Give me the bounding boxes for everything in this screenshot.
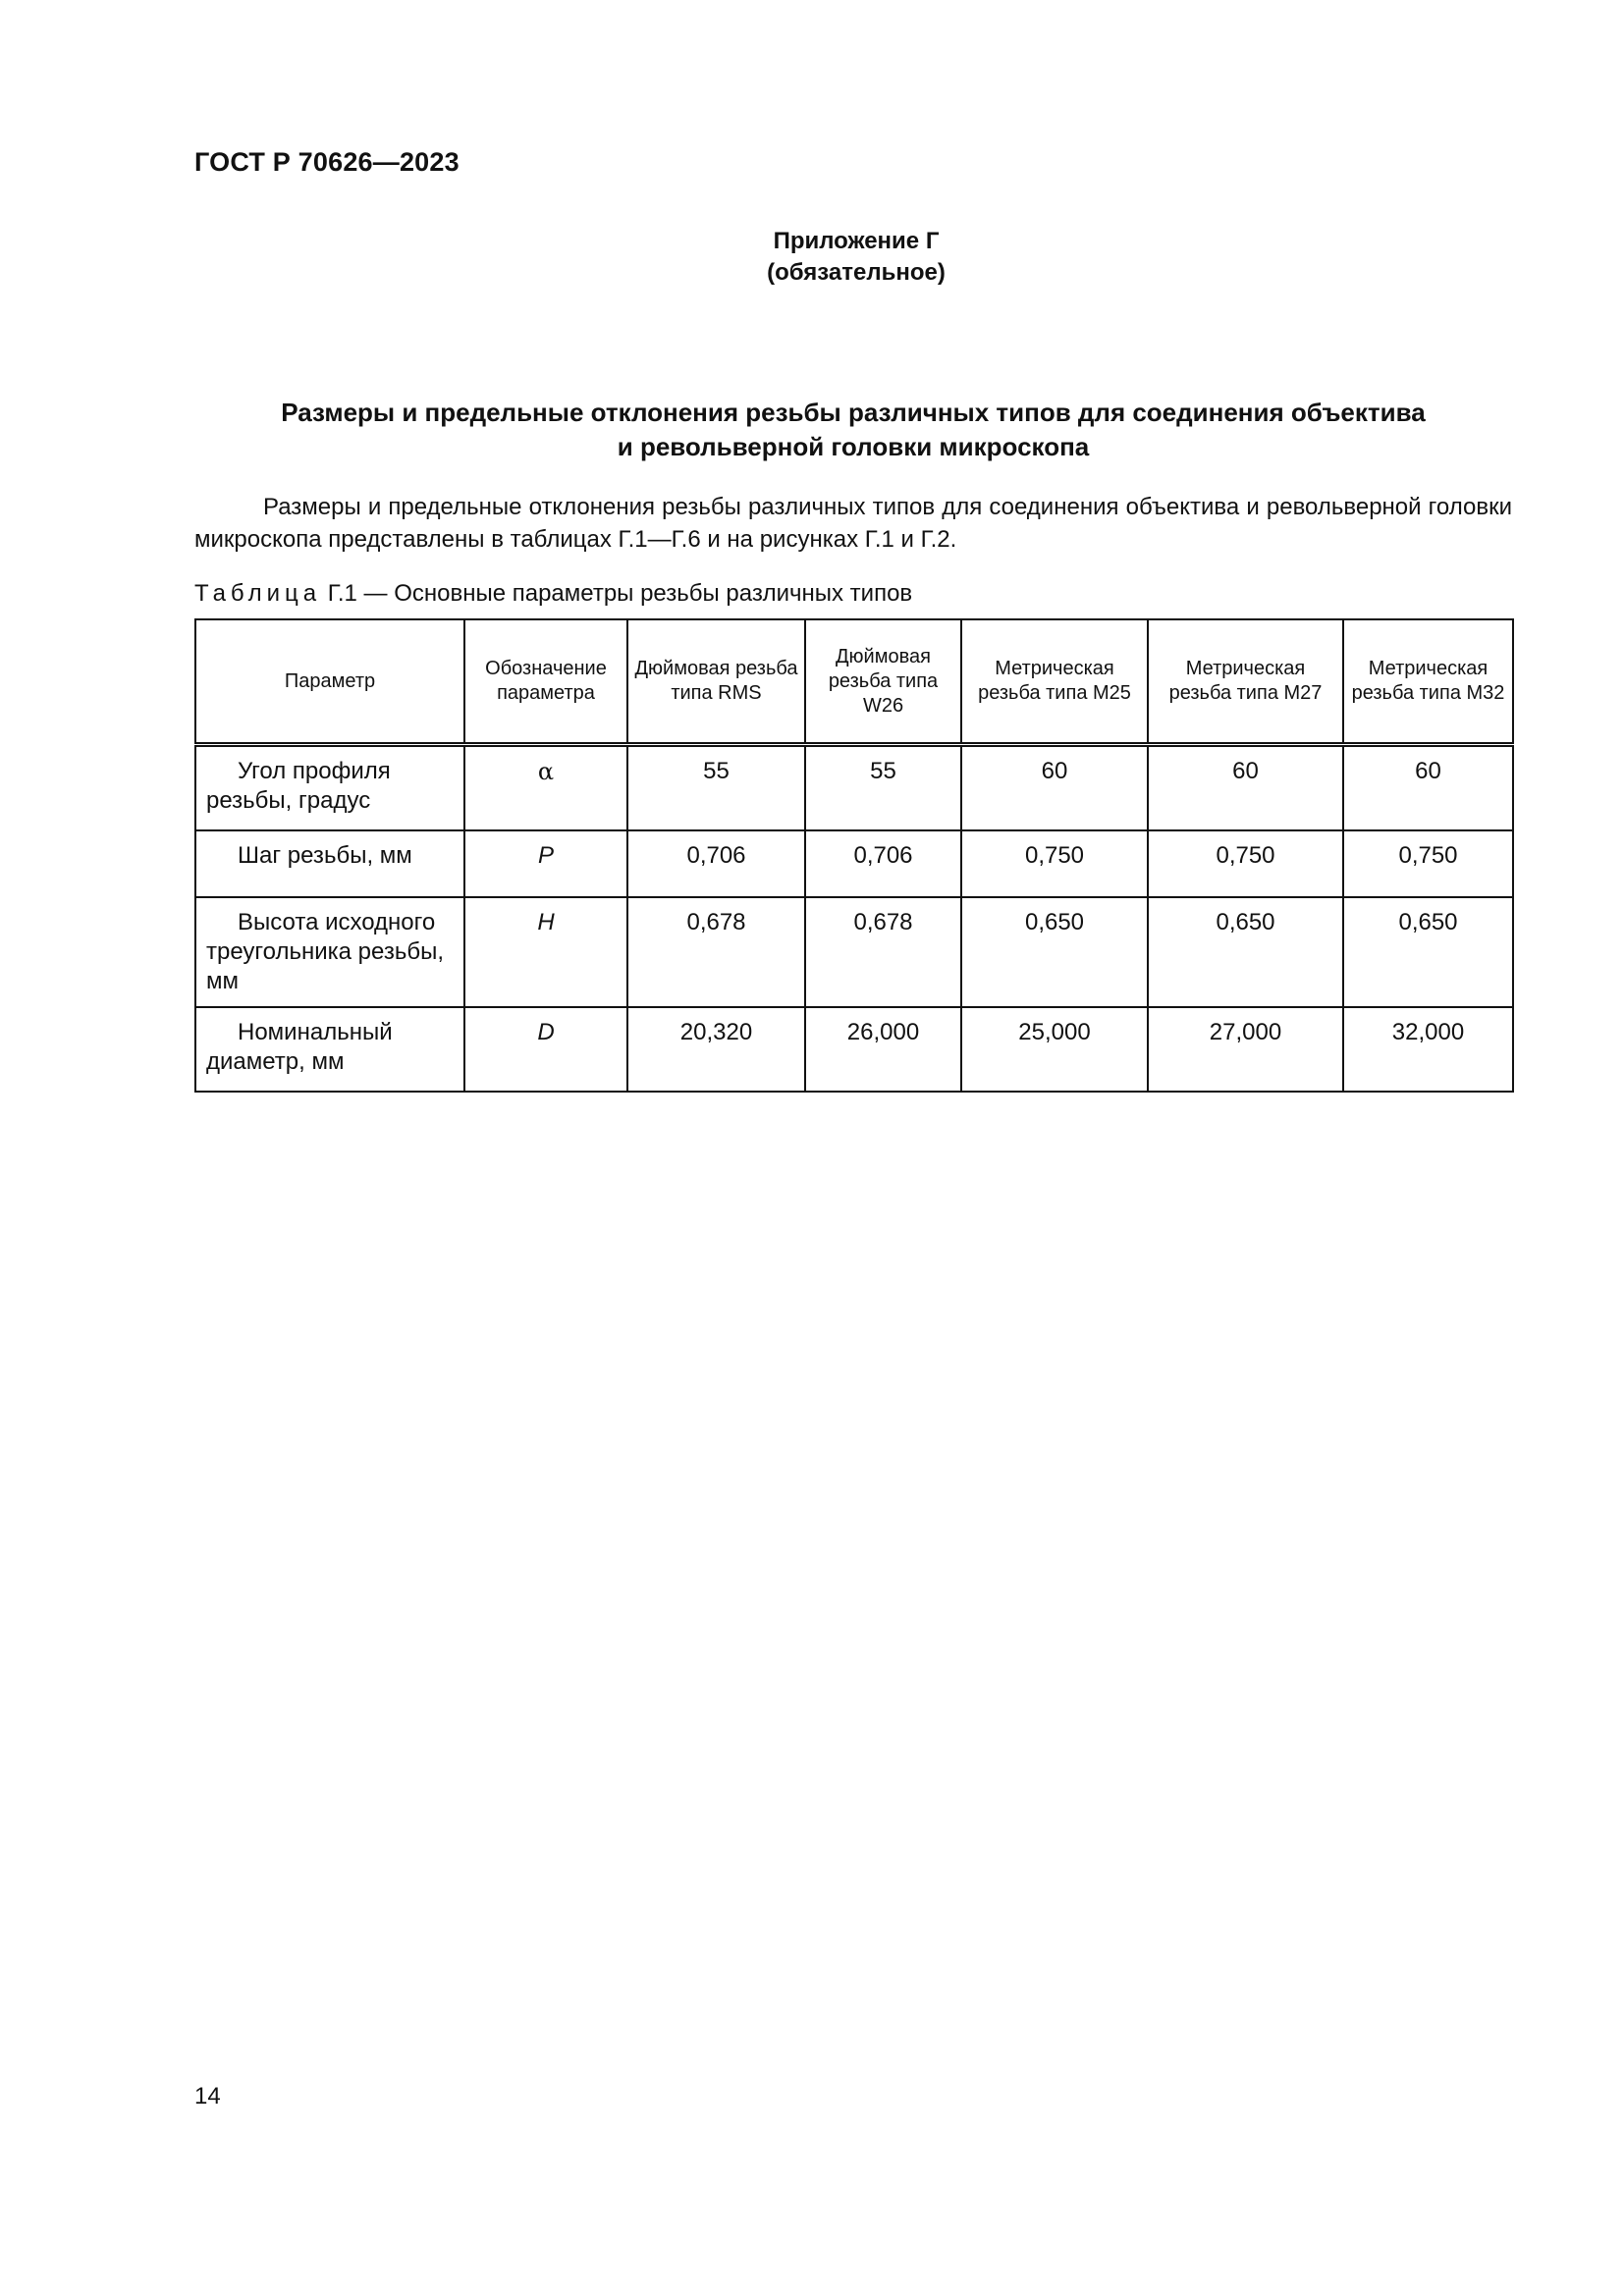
header-cell: Параметр	[195, 619, 464, 745]
table-caption	[194, 577, 912, 610]
intro-paragraph: Размеры и предельные отклонения резьбы различных типов для соединения объектива и револьверной головки микроскопа представлены в таблицах Г.1—Г.6 и на рисунках Г.1 и Г.2.	[194, 494, 1512, 553]
section-heading	[194, 396, 1512, 464]
value-cell: 20,320	[627, 1007, 805, 1092]
value-cell: 27,000	[1148, 1007, 1343, 1092]
table-header-row	[195, 619, 1513, 745]
table-caption-text: Г.1 — Основные параметры резьбы различных типов	[321, 580, 913, 607]
header-cell: Обозначение параметра	[464, 619, 627, 745]
param-name-cell: Угол профиля резьбы, градус	[195, 745, 464, 831]
page-number: 14	[194, 2083, 221, 2109]
table-caption-label: Таблица	[194, 580, 322, 607]
heading-line-1: Размеры и предельные отклонения резьбы различных типов для соединения объектива	[281, 398, 1426, 427]
appendix-title: Приложение Г	[773, 228, 940, 254]
header-cell: Дюймовая резьба типа RMS	[627, 619, 805, 745]
table-row	[195, 830, 1513, 897]
thread-parameters-table	[194, 618, 1514, 1093]
param-symbol-cell: H	[464, 897, 627, 1007]
value-cell: 0,706	[805, 830, 961, 897]
value-cell: 60	[961, 745, 1148, 831]
value-cell: 60	[1343, 745, 1513, 831]
value-cell: 0,750	[1148, 830, 1343, 897]
header-cell: Дюймовая резьба типа W26	[805, 619, 961, 745]
heading-line-2: и револьверной головки микроскопа	[617, 432, 1090, 461]
header-cell: Метрическая резьба типа M27	[1148, 619, 1343, 745]
value-cell: 60	[1148, 745, 1343, 831]
value-cell: 0,750	[1343, 830, 1513, 897]
value-cell: 0,750	[961, 830, 1148, 897]
value-cell: 32,000	[1343, 1007, 1513, 1092]
param-name-cell: Номинальный диаметр, мм	[195, 1007, 464, 1092]
value-cell: 0,706	[627, 830, 805, 897]
appendix-block	[0, 226, 1624, 289]
header-cell: Метрическая резьба типа M32	[1343, 619, 1513, 745]
appendix-status: (обязательное)	[767, 259, 946, 286]
table-row	[195, 1007, 1513, 1092]
value-cell: 0,678	[627, 897, 805, 1007]
param-symbol-cell: α	[464, 745, 627, 831]
value-cell: 0,650	[961, 897, 1148, 1007]
table-row	[195, 745, 1513, 831]
value-cell: 0,650	[1343, 897, 1513, 1007]
param-name-cell: Шаг резьбы, мм	[195, 830, 464, 897]
table-row	[195, 897, 1513, 1007]
document-code: ГОСТ Р 70626—2023	[194, 147, 460, 177]
value-cell: 0,678	[805, 897, 961, 1007]
value-cell: 25,000	[961, 1007, 1148, 1092]
header-cell: Метрическая резьба типа M25	[961, 619, 1148, 745]
param-symbol-cell: P	[464, 830, 627, 897]
parameters-table-wrapper	[194, 618, 1512, 1093]
param-symbol-cell: D	[464, 1007, 627, 1092]
param-name-cell: Высота исходного треугольника резьбы, мм	[195, 897, 464, 1007]
value-cell: 0,650	[1148, 897, 1343, 1007]
value-cell: 55	[805, 745, 961, 831]
value-cell: 55	[627, 745, 805, 831]
value-cell: 26,000	[805, 1007, 961, 1092]
